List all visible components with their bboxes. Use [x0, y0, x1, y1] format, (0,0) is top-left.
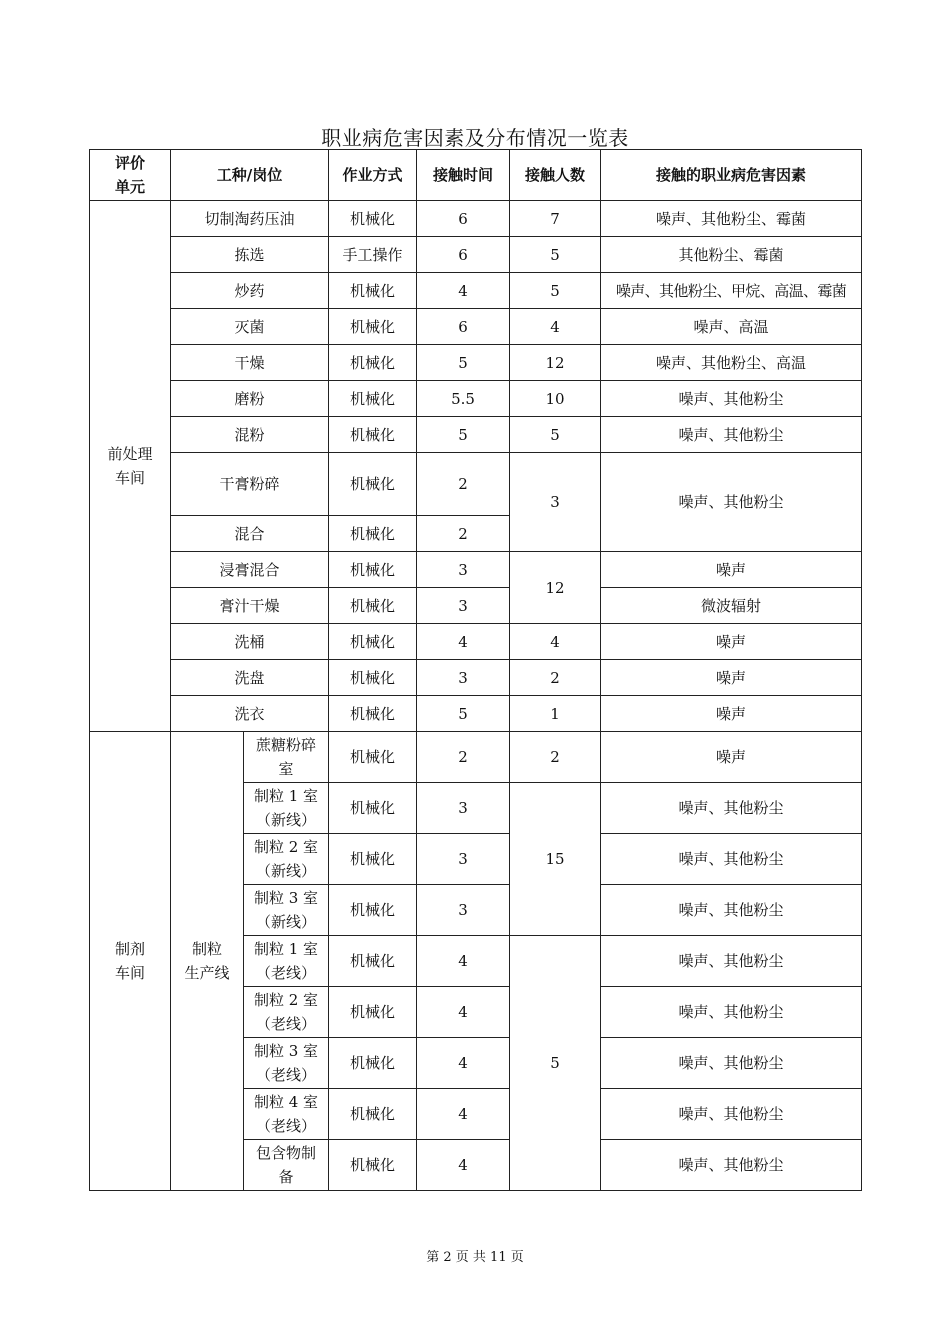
factors-cell: 噪声 — [601, 624, 862, 660]
count-cell: 7 — [510, 201, 601, 237]
table-row — [90, 696, 862, 732]
factors-cell: 噪声、其他粉尘 — [601, 1089, 862, 1140]
factors-cell: 噪声、其他粉尘 — [601, 783, 862, 834]
factors-cell: 噪声 — [601, 696, 862, 732]
table-row — [90, 732, 862, 783]
method-cell: 机械化 — [329, 696, 417, 732]
room-cell: 包含物制 备 — [244, 1140, 329, 1191]
job-cell: 磨粉 — [171, 381, 329, 417]
table-row — [90, 417, 862, 453]
count-cell: 5 — [510, 273, 601, 309]
job-cell: 混合 — [171, 516, 329, 552]
table-row — [90, 453, 862, 516]
count-cell: 15 — [510, 783, 601, 936]
factors-cell: 噪声、其他粉尘、霉菌 — [601, 201, 862, 237]
factors-cell: 噪声、其他粉尘 — [601, 1140, 862, 1191]
job-cell: 切制淘药压油 — [171, 201, 329, 237]
count-cell: 2 — [510, 732, 601, 783]
count-cell: 12 — [510, 552, 601, 624]
room-cell: 制粒 2 室 （新线） — [244, 834, 329, 885]
table-row — [90, 552, 862, 588]
time-cell: 5 — [417, 696, 510, 732]
header-position: 工种/岗位 — [171, 150, 329, 201]
time-cell: 4 — [417, 987, 510, 1038]
method-cell: 机械化 — [329, 588, 417, 624]
time-cell: 5 — [417, 345, 510, 381]
method-cell: 机械化 — [329, 201, 417, 237]
unit-preparation: 制剂 车间 — [90, 732, 171, 1191]
method-cell: 机械化 — [329, 516, 417, 552]
method-cell: 机械化 — [329, 732, 417, 783]
time-cell: 3 — [417, 885, 510, 936]
method-cell: 机械化 — [329, 987, 417, 1038]
time-cell: 4 — [417, 1038, 510, 1089]
time-cell: 6 — [417, 201, 510, 237]
job-cell: 膏汁干燥 — [171, 588, 329, 624]
time-cell: 3 — [417, 834, 510, 885]
count-cell: 3 — [510, 453, 601, 552]
table-row — [90, 624, 862, 660]
table-row — [90, 237, 862, 273]
job-cell: 洗盘 — [171, 660, 329, 696]
factors-cell: 噪声、其他粉尘 — [601, 381, 862, 417]
factors-cell: 噪声、其他粉尘 — [601, 417, 862, 453]
job-cell: 洗桶 — [171, 624, 329, 660]
factors-cell: 噪声、其他粉尘 — [601, 936, 862, 987]
job-cell: 洗衣 — [171, 696, 329, 732]
page-title: 职业病危害因素及分布情况一览表 — [321, 126, 629, 150]
method-cell: 机械化 — [329, 660, 417, 696]
header-unit: 评价 单元 — [90, 150, 171, 201]
room-cell: 制粒 1 室 （老线） — [244, 936, 329, 987]
count-cell: 5 — [510, 237, 601, 273]
table-row — [90, 588, 862, 624]
method-cell: 机械化 — [329, 624, 417, 660]
count-cell: 1 — [510, 696, 601, 732]
factors-cell: 噪声、其他粉尘、高温 — [601, 345, 862, 381]
time-cell: 4 — [417, 624, 510, 660]
room-cell: 制粒 1 室 （新线） — [244, 783, 329, 834]
count-cell: 5 — [510, 936, 601, 1191]
factors-cell: 其他粉尘、霉菌 — [601, 237, 862, 273]
method-cell: 机械化 — [329, 834, 417, 885]
time-cell: 3 — [417, 783, 510, 834]
time-cell: 2 — [417, 516, 510, 552]
count-cell: 4 — [510, 624, 601, 660]
count-cell: 4 — [510, 309, 601, 345]
method-cell: 机械化 — [329, 552, 417, 588]
time-cell: 3 — [417, 552, 510, 588]
room-cell: 制粒 4 室 （老线） — [244, 1089, 329, 1140]
time-cell: 4 — [417, 1089, 510, 1140]
room-cell: 蔗糖粉碎 室 — [244, 732, 329, 783]
time-cell: 2 — [417, 453, 510, 516]
room-cell: 制粒 3 室 （老线） — [244, 1038, 329, 1089]
factors-cell: 噪声、其他粉尘 — [601, 453, 862, 552]
header-row — [90, 150, 862, 201]
header-method: 作业方式 — [329, 150, 417, 201]
method-cell: 机械化 — [329, 1140, 417, 1191]
time-cell: 6 — [417, 237, 510, 273]
time-cell: 4 — [417, 936, 510, 987]
method-cell: 手工操作 — [329, 237, 417, 273]
count-cell: 10 — [510, 381, 601, 417]
time-cell: 3 — [417, 588, 510, 624]
factors-cell: 噪声 — [601, 732, 862, 783]
job-cell: 拣选 — [171, 237, 329, 273]
time-cell: 3 — [417, 660, 510, 696]
header-count: 接触人数 — [510, 150, 601, 201]
table-row — [90, 201, 862, 237]
method-cell: 机械化 — [329, 273, 417, 309]
count-cell: 2 — [510, 660, 601, 696]
count-cell: 12 — [510, 345, 601, 381]
count-cell: 5 — [510, 417, 601, 453]
factors-cell: 噪声、其他粉尘 — [601, 1038, 862, 1089]
method-cell: 机械化 — [329, 345, 417, 381]
job-cell: 干燥 — [171, 345, 329, 381]
table-row — [90, 381, 862, 417]
method-cell: 机械化 — [329, 783, 417, 834]
job-cell: 混粉 — [171, 417, 329, 453]
method-cell: 机械化 — [329, 453, 417, 516]
factors-cell: 噪声、其他粉尘、甲烷、高温、霉菌 — [601, 273, 862, 309]
method-cell: 机械化 — [329, 885, 417, 936]
job-cell: 干膏粉碎 — [171, 453, 329, 516]
method-cell: 机械化 — [329, 1038, 417, 1089]
time-cell: 6 — [417, 309, 510, 345]
time-cell: 5.5 — [417, 381, 510, 417]
page-footer: 第 2 页 共 11 页 — [426, 1250, 524, 1265]
factors-cell: 噪声 — [601, 660, 862, 696]
table-row — [90, 345, 862, 381]
factors-cell: 噪声、其他粉尘 — [601, 987, 862, 1038]
table-row — [90, 273, 862, 309]
factors-cell: 噪声 — [601, 552, 862, 588]
table-row — [90, 660, 862, 696]
method-cell: 机械化 — [329, 381, 417, 417]
time-cell: 5 — [417, 417, 510, 453]
factors-cell: 噪声、其他粉尘 — [601, 834, 862, 885]
time-cell: 4 — [417, 1140, 510, 1191]
job-cell: 灭菌 — [171, 309, 329, 345]
factors-cell: 噪声、其他粉尘 — [601, 885, 862, 936]
room-cell: 制粒 3 室 （新线） — [244, 885, 329, 936]
header-time: 接触时间 — [417, 150, 510, 201]
method-cell: 机械化 — [329, 1089, 417, 1140]
time-cell: 2 — [417, 732, 510, 783]
method-cell: 机械化 — [329, 309, 417, 345]
production-line-granulation: 制粒 生产线 — [171, 732, 244, 1191]
method-cell: 机械化 — [329, 417, 417, 453]
job-cell: 浸膏混合 — [171, 552, 329, 588]
factors-cell: 噪声、高温 — [601, 309, 862, 345]
room-cell: 制粒 2 室 （老线） — [244, 987, 329, 1038]
table-row — [90, 309, 862, 345]
factors-cell: 微波辐射 — [601, 588, 862, 624]
time-cell: 4 — [417, 273, 510, 309]
job-cell: 炒药 — [171, 273, 329, 309]
unit-pretreatment: 前处理 车间 — [90, 201, 171, 732]
hazard-table — [89, 149, 862, 1191]
method-cell: 机械化 — [329, 936, 417, 987]
header-factors: 接触的职业病危害因素 — [601, 150, 862, 201]
